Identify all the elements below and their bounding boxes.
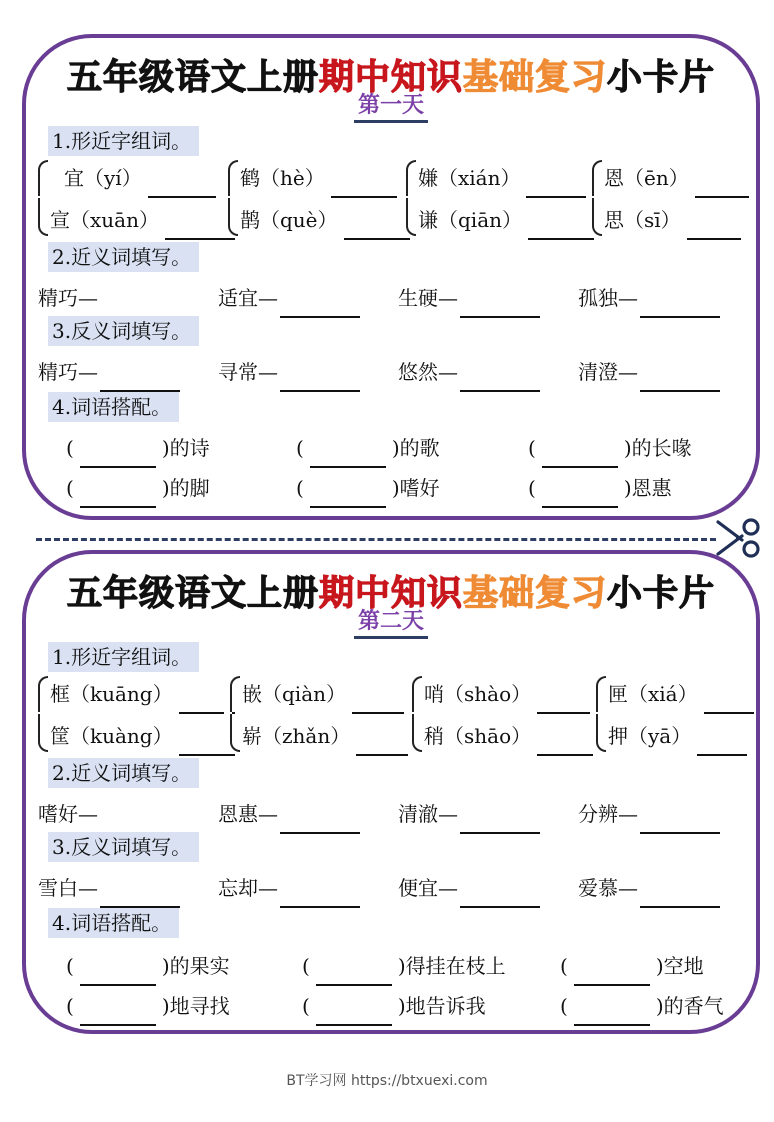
answer-blank[interactable] [80,440,156,468]
answer-blank[interactable] [687,214,741,240]
answer-blank[interactable] [179,688,235,714]
answer-blank[interactable] [352,688,404,714]
answer-blank[interactable] [460,366,540,392]
answer-blank[interactable] [148,172,216,198]
answer-blank[interactable] [574,998,650,1026]
answer-blank[interactable] [280,366,360,392]
answer-blank[interactable] [640,366,720,392]
brace-icon [230,676,240,752]
answer-blank[interactable] [528,214,594,240]
answer-blank[interactable] [704,688,754,714]
scissors-icon [714,516,762,560]
answer-blank[interactable] [542,440,618,468]
answer-blank[interactable] [100,808,180,834]
answer-blank[interactable] [526,172,592,198]
answer-blank[interactable] [310,480,386,508]
answer-blank[interactable] [80,998,156,1026]
day-label: 第一天 [26,94,756,123]
synonyms-row: 精巧— 适宜— 生硬— 孤独— [26,278,756,318]
section-heading-collocation: 4.词语搭配。 [48,392,179,422]
answer-blank[interactable] [460,808,540,834]
answer-blank[interactable] [640,882,720,908]
answer-blank[interactable] [80,480,156,508]
card-title: 五年级语文上册期中知识基础复习小卡片 [66,58,716,98]
answer-blank[interactable] [460,292,540,318]
answer-blank[interactable] [640,808,720,834]
section-heading-synonyms: 2.近义词填写。 [48,758,199,788]
answer-blank[interactable] [695,172,749,198]
section-heading-antonyms: 3.反义词填写。 [48,316,199,346]
answer-blank[interactable] [179,730,235,756]
brace-icon [38,676,48,752]
brace-icon [406,160,416,236]
answer-blank[interactable] [316,998,392,1026]
antonyms-row: 精巧— 寻常— 悠然— 清澄— [26,352,756,392]
similar-chars-row [26,158,756,242]
answer-blank[interactable] [316,958,392,986]
char-group: 鹤（hè） 鹊（què） [228,158,408,242]
answer-blank[interactable] [80,958,156,986]
day-label: 第二天 [26,610,756,639]
answer-blank[interactable] [542,480,618,508]
section-heading-similar-chars: 1.形近字组词。 [48,642,199,672]
answer-blank[interactable] [574,958,650,986]
similar-chars-row [26,674,756,758]
answer-blank[interactable] [537,688,593,714]
collocation-block: ( )的诗 ( )的歌 ( )的长喙 ( )的脚 ( )嗜好 ( )恩惠 [26,428,756,512]
cut-line-divider [36,538,716,541]
footer-watermark: BT学习网 https://btxuexi.com [286,1073,488,1089]
answer-blank[interactable] [310,440,386,468]
brace-icon [596,676,606,752]
answer-blank[interactable] [280,292,360,318]
brace-icon [38,160,48,236]
answer-blank[interactable] [697,730,747,756]
synonyms-row: 嗜好— 恩惠— 清澈— 分辨— [26,794,756,834]
answer-blank[interactable] [537,730,593,756]
section-heading-collocation: 4.词语搭配。 [48,908,179,938]
section-heading-antonyms: 3.反义词填写。 [48,832,199,862]
answer-blank[interactable] [100,366,180,392]
answer-blank[interactable] [280,808,360,834]
review-card-day-1 [22,34,760,520]
section-heading-similar-chars: 1.形近字组词。 [48,126,199,156]
char-group: 框（kuāng） 筐（kuàng） [38,674,233,758]
answer-blank[interactable] [460,882,540,908]
answer-blank[interactable] [280,882,360,908]
answer-blank[interactable] [640,292,720,318]
brace-icon [228,160,238,236]
answer-blank[interactable] [356,730,408,756]
char-group: 恩（ēn） 思（sī） [592,158,762,242]
answer-blank[interactable] [100,292,180,318]
brace-icon [592,160,602,236]
answer-blank[interactable] [344,214,410,240]
section-heading-synonyms: 2.近义词填写。 [48,242,199,272]
collocation-block: ( )的果实 ( )得挂在枝上 ( )空地 ( )地寻找 ( )地告诉我 ( )的香气 [26,946,756,1030]
brace-icon [412,676,422,752]
answer-blank[interactable] [331,172,397,198]
char-group: 哨（shào） 稍（shāo） [412,674,598,758]
char-group: 宜（yí） 宣（xuān） [38,158,228,242]
char-group: 嫌（xián） 谦（qiān） [406,158,596,242]
char-group: 匣（xiá） 押（yā） [596,674,760,758]
char-group: 嵌（qiàn） 崭（zhǎn） [230,674,408,758]
answer-blank[interactable] [100,882,180,908]
card-title: 五年级语文上册期中知识基础复习小卡片 [66,574,716,614]
review-card-day-2 [22,550,760,1034]
answer-blank[interactable] [165,214,235,240]
antonyms-row: 雪白— 忘却— 便宜— 爱慕— [26,868,756,908]
